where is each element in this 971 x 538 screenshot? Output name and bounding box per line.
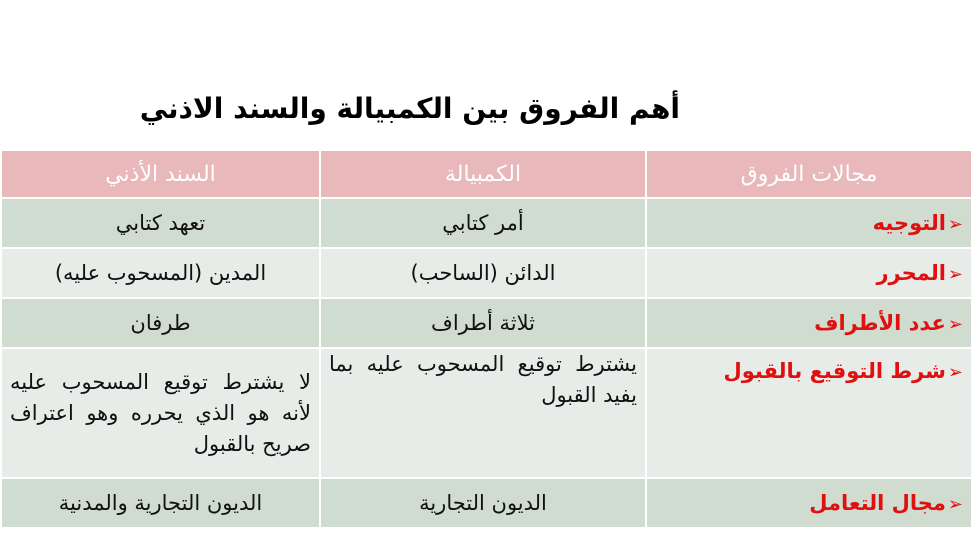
row-field (646, 348, 971, 478)
row-field-label: شرط التوقيع بالقبول (723, 359, 946, 383)
table-row (1, 198, 971, 248)
table-row (1, 348, 971, 478)
row-field (646, 248, 971, 298)
triangle-arrow-right-icon: ➢ (947, 314, 963, 335)
row-bill-value: ثلاثة أطراف (320, 298, 646, 348)
row-bill-value: الديون التجارية (320, 478, 646, 528)
header-fields: مجالات الفروق (646, 150, 971, 198)
header-bill: الكمبيالة (320, 150, 646, 198)
page-title (0, 84, 905, 134)
triangle-arrow-right-icon: ➢ (947, 362, 963, 383)
table-row (1, 298, 971, 348)
row-note-value: لا يشترط توقيع المسحوب عليه لأنه هو الذي يحرره وهو اعتراف صريح بالقبول (1, 348, 320, 478)
row-bill-value: أمر كتابي (320, 198, 646, 248)
page-title-text: أهم الفروق بين الكمبيالة والسند الاذني (139, 92, 680, 125)
row-note-value: تعهد كتابي (1, 198, 320, 248)
triangle-arrow-right-icon: ➢ (947, 214, 963, 235)
table-row (1, 248, 971, 298)
comparison-table (0, 149, 971, 529)
header-note: السند الأذني (1, 150, 320, 198)
triangle-arrow-right-icon: ➢ (947, 264, 963, 285)
row-bill-value: الدائن (الساحب) (320, 248, 646, 298)
row-note-value: طرفان (1, 298, 320, 348)
row-field-label: عدد الأطراف (814, 311, 946, 335)
row-field (646, 478, 971, 528)
row-note-value: الديون التجارية والمدنية (1, 478, 320, 528)
row-bill-value: يشترط توقيع المسحوب عليه بما يفيد القبول (320, 348, 646, 478)
row-field-label: التوجيه (872, 211, 946, 235)
row-field-label: المحرر (876, 261, 946, 285)
row-field (646, 298, 971, 348)
row-note-value: المدين (المسحوب عليه) (1, 248, 320, 298)
row-field (646, 198, 971, 248)
row-field-label: مجال التعامل (809, 491, 946, 515)
table-row (1, 478, 971, 528)
triangle-arrow-right-icon: ➢ (947, 494, 963, 515)
table-header-row (1, 150, 971, 198)
